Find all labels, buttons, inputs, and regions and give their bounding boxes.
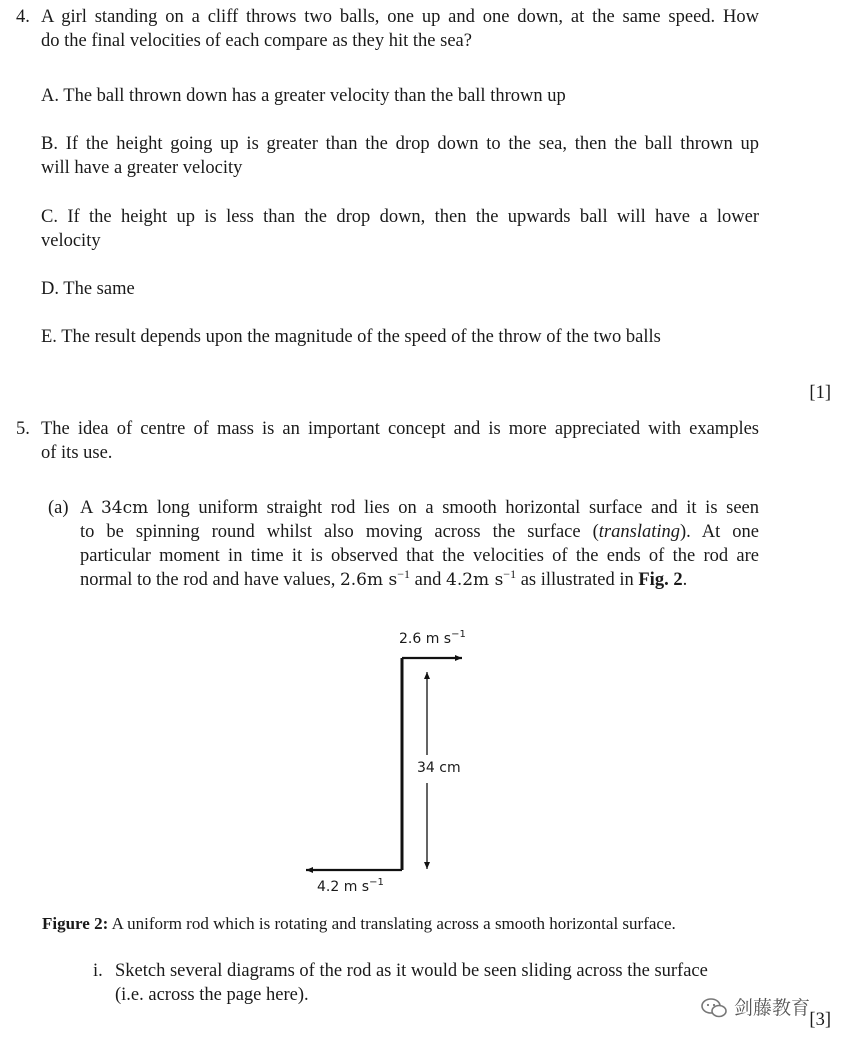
stem-line: The idea of centre of mass is an important concept and is more appreciated with examples bbox=[41, 419, 759, 439]
question-number: 5. bbox=[16, 419, 30, 439]
figure-caption: Figure 2: A uniform rod which is rotating and translating across a smooth horizontal surface. bbox=[42, 914, 676, 933]
question-number: 4. bbox=[16, 7, 30, 27]
stem-line: A girl standing on a cliff throws two balls, one up and one down, at the same speed. How bbox=[41, 7, 759, 27]
watermark bbox=[700, 996, 810, 1020]
option-letter: A. bbox=[41, 86, 59, 106]
option-letter: C. bbox=[41, 207, 58, 227]
bottom-velocity-label: 4.2 m $s^{-1}$ bbox=[317, 877, 384, 895]
watermark-text: 剑藤教育 bbox=[734, 997, 811, 1019]
top-velocity-label: 2.6 m $s^{-1}$ bbox=[399, 629, 466, 647]
option-a bbox=[41, 84, 759, 108]
option-text: The result depends upon the magnitude of the speed of the throw of the two balls bbox=[61, 327, 661, 347]
option-text: The ball thrown down has a greater velocity than the ball thrown up bbox=[63, 86, 566, 106]
stem-line: of its use. bbox=[41, 443, 113, 463]
question-stem bbox=[41, 417, 759, 465]
part-label: i. bbox=[93, 961, 103, 981]
option-e bbox=[41, 325, 759, 349]
part-a-text: A 34cm long uniform straight rod lies on a smooth horizontal surface and it is seen to be spinning round whilst also moving across the surface (translating). At one particular moment in time it is observed that the velocities of the ends of the rod are normal to the rod and have values, 2.6m $s^{-1}$ and 4.2m $s^{-1}$ as illustrated in Fig. 2. bbox=[80, 498, 760, 590]
option-d bbox=[41, 277, 759, 301]
option-text: If the height up is less than the drop down, then the upwards ball will have a lower bbox=[67, 207, 760, 227]
option-c bbox=[41, 205, 759, 253]
marks-badge: [3] bbox=[809, 1010, 831, 1030]
marks-badge: [1] bbox=[809, 383, 831, 403]
part-label: (a) bbox=[48, 498, 69, 518]
option-letter: E. bbox=[41, 327, 57, 347]
length-label: 34 cm bbox=[417, 760, 461, 776]
option-text: If the height going up is greater than the drop down to the sea, then the ball thrown up bbox=[65, 134, 759, 154]
part-i-text: Sketch several diagrams of the rod as it would be seen sliding across the surface (i.e. across the page here). bbox=[115, 961, 708, 1005]
stem-line: do the final velocities of each compare as they hit the sea? bbox=[41, 31, 472, 51]
option-text: velocity bbox=[41, 231, 101, 251]
wechat-icon bbox=[700, 997, 728, 1019]
option-text: will have a greater velocity bbox=[41, 158, 243, 178]
option-text: The same bbox=[63, 279, 135, 299]
option-letter: B. bbox=[41, 134, 58, 154]
question-stem bbox=[41, 5, 759, 53]
option-b bbox=[41, 132, 759, 180]
option-letter: D. bbox=[41, 279, 59, 299]
